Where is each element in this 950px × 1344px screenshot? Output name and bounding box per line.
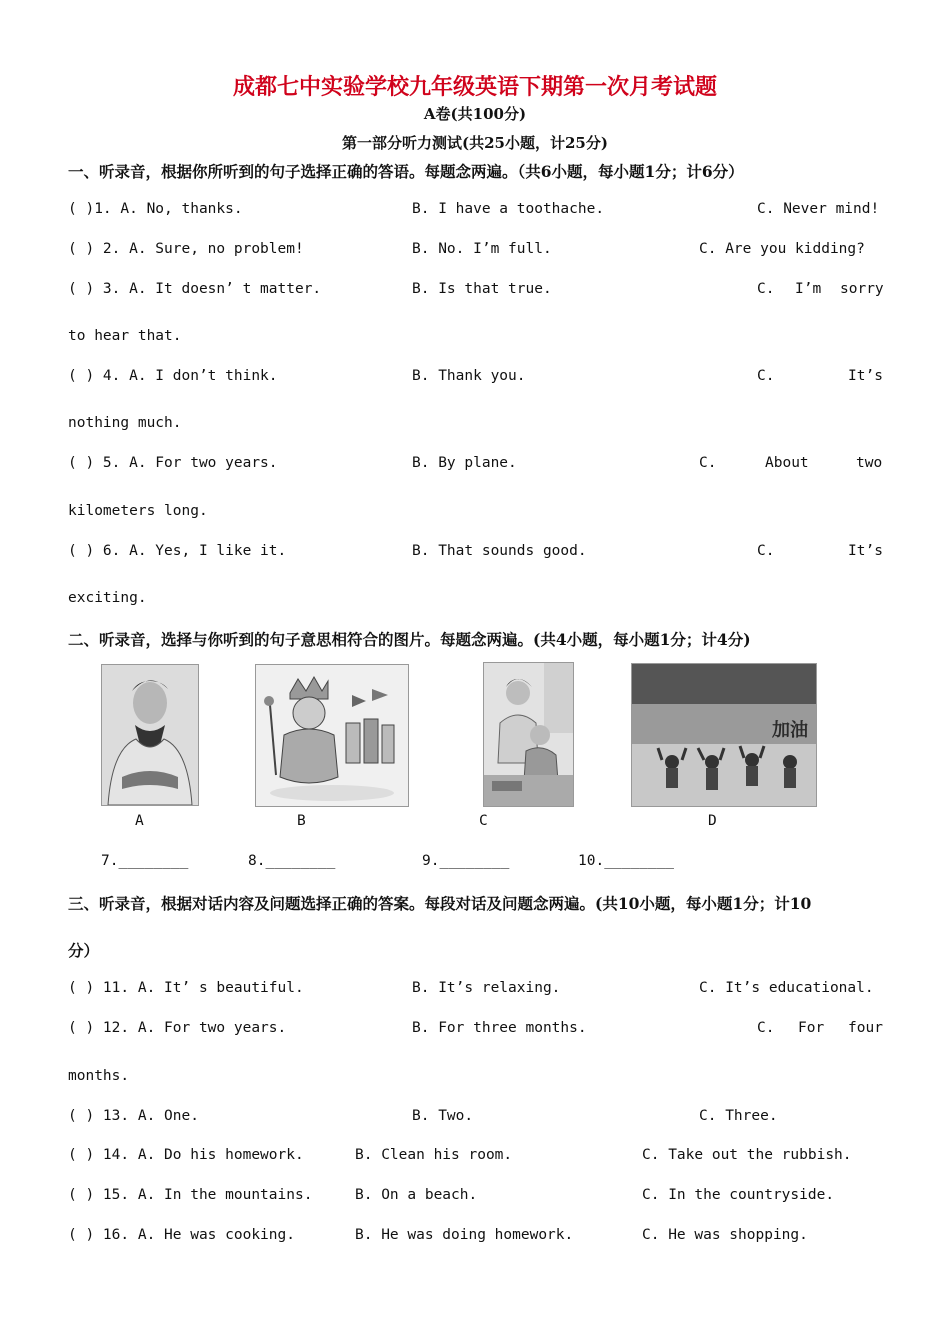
q4-option-c-letter: C. (757, 368, 775, 384)
exam-title: 成都七中实验学校九年级英语下期第一次月考试题 (232, 74, 717, 100)
section-3-heading-continued: 分） (68, 941, 100, 960)
q14-stem: ( ) 14. A. Do his homework. (68, 1147, 304, 1163)
q12-option-c-letter: C. (757, 1020, 775, 1036)
q12-option-c-word1: For (798, 1020, 825, 1036)
q5-stem: ( ) 5. A. For two years. (68, 455, 278, 471)
q16-stem: ( ) 16. A. He was cooking. (68, 1227, 295, 1243)
q14-option-c: C. Take out the rubbish. (642, 1147, 852, 1163)
q4-stem: ( ) 4. A. I don’t think. (68, 368, 278, 384)
q15-option-c: C. In the countryside. (642, 1187, 835, 1203)
man-portrait-icon (102, 665, 198, 805)
picture-b-cartoon-king (255, 664, 409, 807)
q2-stem: ( ) 2. A. Sure, no problem! (68, 241, 304, 257)
part-heading: 第一部分听力测试(共25小题，计25分) (342, 134, 608, 152)
q12-option-c-word2: four (848, 1020, 883, 1036)
cartoon-king-icon (256, 665, 408, 806)
picture-d-crowd-banner (631, 663, 817, 807)
q3-option-c-word2: sorry (840, 281, 884, 297)
q3-option-c-letter: C. (757, 281, 775, 297)
q1-option-c: C. Never mind! (757, 201, 880, 217)
q6-stem: ( ) 6. A. Yes, I like it. (68, 543, 287, 559)
q4-option-c-continued: nothing much. (68, 415, 182, 431)
q12-option-b: B. For three months. (412, 1020, 587, 1036)
q6-option-c-continued: exciting. (68, 590, 147, 606)
banner-text: 加油 (772, 720, 808, 741)
q15-option-b: B. On a beach. (355, 1187, 478, 1203)
q11-option-c: C. It’s educational. (699, 980, 874, 996)
q13-option-c: C. Three. (699, 1108, 778, 1124)
q1-stem: ( )1. A. No, thanks. (68, 201, 243, 217)
q3-stem: ( ) 3. A. It doesn’ t matter. (68, 281, 322, 297)
q2-option-c: C. Are you kidding? (699, 241, 865, 257)
picture-c-mother-child (483, 662, 574, 807)
section-1-heading: 一、听录音，根据你所听到的句子选择正确的答语。每题念两遍。（共6小题，每小题1分；计6分） (68, 162, 744, 181)
q16-option-c: C. He was shopping. (642, 1227, 808, 1243)
q5-option-c-continued: kilometers long. (68, 503, 208, 519)
picture-label-a: A (135, 813, 144, 829)
q15-stem: ( ) 15. A. In the mountains. (68, 1187, 313, 1203)
picture-label-b: B (297, 813, 306, 829)
picture-label-d: D (708, 813, 717, 829)
q5-option-c-letter: C. (699, 455, 717, 471)
q1-option-b: B. I have a toothache. (412, 201, 605, 217)
paper-subtitle: A卷(共100分) (423, 105, 527, 123)
q5-option-c-word2: two (856, 455, 883, 471)
section-3-heading: 三、听录音，根据对话内容及问题选择正确的答案。每段对话及问题念两遍。(共10小题，每小题1分；计10 (68, 894, 812, 913)
q12-option-c-continued: months. (68, 1068, 130, 1084)
q13-stem: ( ) 13. A. One. (68, 1108, 199, 1124)
q16-option-b: B. He was doing homework. (355, 1227, 574, 1243)
q12-stem: ( ) 12. A. For two years. (68, 1020, 287, 1036)
answer-blank-8[interactable]: 8.________ (248, 853, 336, 869)
q6-option-c-letter: C. (757, 543, 775, 559)
q5-option-c-word1: About (765, 455, 809, 471)
q3-option-c-continued: to hear that. (68, 328, 182, 344)
q11-option-b: B. It’s relaxing. (412, 980, 561, 996)
q4-option-c-word1: It’s (848, 368, 883, 384)
picture-label-c: C (479, 813, 488, 829)
crowd-banner-icon (632, 664, 816, 806)
section-2-heading: 二、听录音，选择与你听到的句子意思相符合的图片。每题念两遍。(共4小题，每小题1分；计4分) (68, 630, 751, 649)
q3-option-b: B. Is that true. (412, 281, 552, 297)
q5-option-b: B. By plane. (412, 455, 517, 471)
q6-option-c-word1: It’s (848, 543, 883, 559)
answer-blank-9[interactable]: 9.________ (422, 853, 510, 869)
q14-option-b: B. Clean his room. (355, 1147, 513, 1163)
answer-blank-10[interactable]: 10.________ (578, 853, 675, 869)
q13-option-b: B. Two. (412, 1108, 474, 1124)
q3-option-c-word1: I’m (795, 281, 822, 297)
answer-blank-7[interactable]: 7.________ (101, 853, 189, 869)
q6-option-b: B. That sounds good. (412, 543, 587, 559)
q11-stem: ( ) 11. A. It’ s beautiful. (68, 980, 304, 996)
q4-option-b: B. Thank you. (412, 368, 526, 384)
picture-a-man (101, 664, 199, 806)
q2-option-b: B. No. I’m full. (412, 241, 552, 257)
mother-child-icon (484, 663, 573, 806)
